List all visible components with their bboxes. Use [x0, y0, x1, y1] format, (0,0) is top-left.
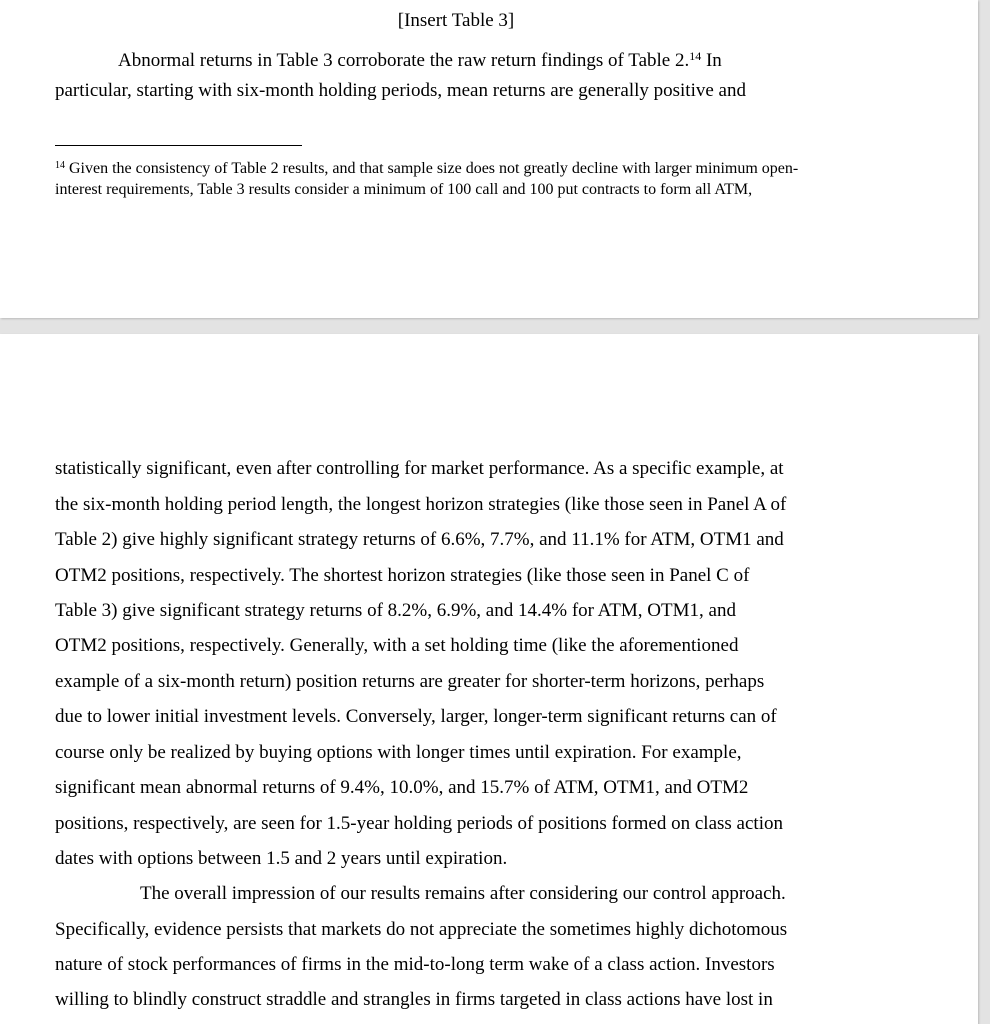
paragraph-line: positions, respectively, are seen for 1.5-year holding periods of positions formed on class action — [55, 813, 783, 834]
paragraph-line — [118, 45, 722, 72]
paragraph-line: OTM2 positions, respectively. The shortest horizon strategies (like those seen in Panel C of — [55, 565, 750, 586]
paragraph-line: Table 3) give significant strategy returns of 8.2%, 6.9%, and 14.4% for ATM, OTM1, and — [55, 600, 736, 621]
footnote-separator — [55, 145, 302, 146]
paragraph-line: significant mean abnormal returns of 9.4%, 10.0%, and 15.7% of ATM, OTM1, and OTM2 — [55, 777, 749, 798]
footnote — [55, 156, 798, 178]
paragraph-line: nature of stock performances of firms in the mid-to-long term wake of a class action. Investors — [55, 954, 775, 975]
footnote-continuation: interest requirements, Table 3 results consider a minimum of 100 call and 100 put contracts to form all ATM, — [55, 181, 753, 198]
document-page-1 — [0, 0, 978, 318]
document-page-2 — [0, 334, 978, 1024]
paragraph-line: OTM2 positions, respectively. Generally, with a set holding time (like the aforementioned — [55, 635, 739, 656]
paragraph-line: due to lower initial investment levels. Conversely, larger, longer-term significant returns can of — [55, 706, 777, 727]
paragraph-line: statistically significant, even after controlling for market performance. As a specific example, at — [55, 458, 784, 479]
paragraph-line: dates with options between 1.5 and 2 years until expiration. — [55, 848, 508, 869]
paragraph-text: In — [701, 50, 722, 71]
footnote-text: Given the consistency of Table 2 results, and that sample size does not greatly decline with larger minimum open- — [65, 160, 799, 177]
paragraph-line: the six-month holding period length, the longest horizon strategies (like those seen in Panel A of — [55, 494, 787, 515]
paragraph-line: example of a six-month return) position returns are greater for shorter-term horizons, perhaps — [55, 671, 765, 692]
table-placeholder: [Insert Table 3] — [397, 10, 515, 31]
paragraph-line: Table 2) give highly significant strategy returns of 6.6%, 7.7%, and 11.1% for ATM, OTM1 and — [55, 529, 784, 550]
paragraph-line: willing to blindly construct straddle and strangles in firms targeted in class actions have lost in — [55, 989, 773, 1010]
paragraph-line: particular, starting with six-month holding periods, mean returns are generally positive and — [55, 80, 746, 101]
paragraph-line: The overall impression of our results remains after considering our control approach. — [140, 883, 786, 904]
footnote-reference[interactable]: 14 — [689, 49, 702, 63]
paragraph-text: Abnormal returns in Table 3 corroborate the raw return findings of Table 2. — [118, 50, 690, 71]
paragraph-line: course only be realized by buying options with longer times until expiration. For example, — [55, 742, 742, 763]
footnote-marker: 14 — [55, 160, 65, 171]
paragraph-line: Specifically, evidence persists that markets do not appreciate the sometimes highly dichotomous — [55, 919, 788, 940]
